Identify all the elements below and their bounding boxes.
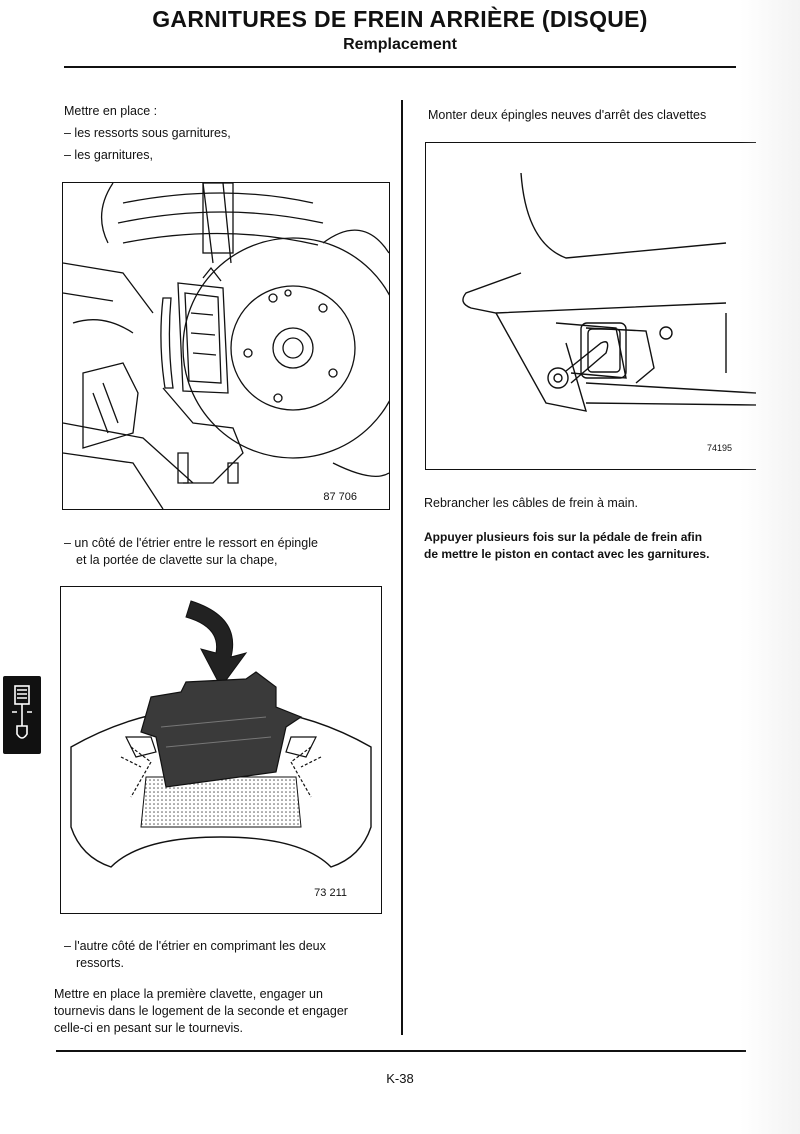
key-clip-drawing <box>426 143 756 469</box>
page-subtitle: Remplacement <box>343 36 457 53</box>
figure-2-number: 73 211 <box>314 887 347 899</box>
page-title: GARNITURES DE FREIN ARRIÈRE (DISQUE) <box>152 6 648 32</box>
paragraph-first-key-line1: Mettre en place la première clavette, engager un <box>54 987 323 1001</box>
caliper-insertion-drawing <box>61 587 381 913</box>
bullet-springs: – les ressorts sous garnitures, <box>64 126 231 140</box>
bullet-pads: – les garnitures, <box>64 148 153 162</box>
step-press-pedal-line1: Appuyer plusieurs fois sur la pédale de frein afin <box>424 530 703 544</box>
scan-shadow <box>740 0 800 1134</box>
figure-3-number: 74195 <box>706 443 732 453</box>
figure-1-number: 87 706 <box>323 491 357 503</box>
figure-key-clip <box>425 142 756 470</box>
brake-disc-drawing <box>63 183 389 509</box>
header-rule <box>64 66 736 68</box>
step-press-pedal-line2: de mettre le piston en contact avec les garnitures. <box>424 547 710 561</box>
column-divider <box>401 100 403 1035</box>
figure-brake-disc <box>62 182 390 510</box>
page-number: K-38 <box>386 1071 414 1086</box>
right-intro-text: Monter deux épingles neuves d'arrêt des clavettes <box>428 108 707 122</box>
figure-caliper-insertion <box>60 586 382 914</box>
step-caliper-side-2-line1: – l'autre côté de l'étrier en comprimant les deux <box>64 939 326 953</box>
intro-text: Mettre en place : <box>64 104 158 118</box>
section-tab <box>3 676 41 754</box>
step-caliper-side-1-line2: et la portée de clavette sur la chape, <box>76 553 278 567</box>
paragraph-first-key-line2: tournevis dans le logement de la seconde et engager <box>54 1004 348 1018</box>
step-caliper-side-2-line2: ressorts. <box>76 956 124 970</box>
step-caliper-side-1-line1: – un côté de l'étrier entre le ressort en épingle <box>64 536 318 550</box>
step-reconnect-cables: Rebrancher les câbles de frein à main. <box>424 496 639 510</box>
footer-rule <box>56 1050 746 1052</box>
brake-tool-icon <box>3 676 41 754</box>
paragraph-first-key-line3: celle-ci en pesant sur le tournevis. <box>54 1021 243 1035</box>
